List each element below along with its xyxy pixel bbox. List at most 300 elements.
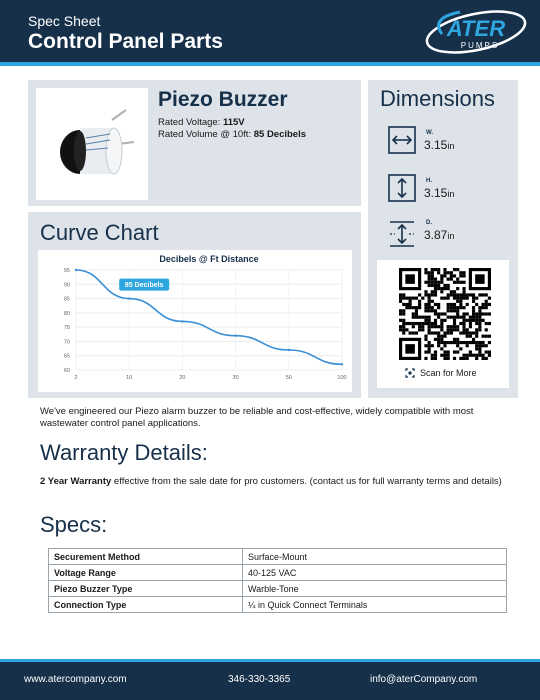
qr-module [421,322,424,325]
qr-module [443,335,446,338]
qr-module [469,354,472,357]
qr-module [475,347,478,350]
qr-module [462,354,465,357]
qr-module [405,303,408,306]
qr-module [472,354,475,357]
qr-module [485,328,488,331]
y-tick-label: 75 [63,325,70,332]
rated-volume-label: Rated Volume @ 10ft: [158,129,254,140]
qr-module [431,284,434,287]
footer-accent-line [0,659,540,662]
qr-module [459,274,462,277]
qr-finder-core [405,274,415,284]
footer-website-link[interactable]: www.atercompany.com [24,674,127,685]
data-point [181,320,183,322]
product-name: Piezo Buzzer [158,88,288,111]
qr-module [459,306,462,309]
qr-module [447,278,450,281]
qr-module [481,319,484,322]
qr-module [488,354,491,357]
qr-module [453,350,456,353]
data-point [288,349,290,351]
qr-module [450,325,453,328]
qr-module [478,319,481,322]
qr-module [485,303,488,306]
qr-module [447,357,450,360]
qr-module [431,357,434,360]
qr-module [424,338,427,341]
qr-module [405,297,408,300]
qr-module [402,293,405,296]
qr-module [472,319,475,322]
qr-module [412,297,415,300]
qr-module [443,350,446,353]
height-value [424,186,454,200]
x-tick-label: 50 [285,375,292,381]
qr-module [418,322,421,325]
qr-module [434,284,437,287]
y-tick-label: 85 [63,296,70,303]
qr-module [453,281,456,284]
qr-module [466,328,469,331]
qr-code[interactable] [399,268,491,360]
spec-key: Voltage Range [49,565,243,581]
qr-module [459,331,462,334]
qr-module [472,300,475,303]
qr-module [443,271,446,274]
height-label: H. [426,178,432,184]
qr-finder-core [475,274,485,284]
qr-module [434,357,437,360]
depth-value [424,228,454,242]
qr-module [421,325,424,328]
qr-module [431,322,434,325]
qr-module [431,300,434,303]
qr-module [466,297,469,300]
qr-module [462,287,465,290]
qr-module [434,312,437,315]
header-accent-line [0,62,540,66]
eyebrow-text: Spec Sheet [28,13,101,29]
qr-module [456,281,459,284]
product-image [36,88,148,200]
page-title: Control Panel Parts [28,30,223,53]
qr-module [453,357,456,360]
dimensions-title: Dimensions [380,86,495,111]
qr-module [447,293,450,296]
qr-module [440,281,443,284]
data-point [234,335,236,337]
qr-module [437,316,440,319]
qr-module [462,322,465,325]
qr-module [402,312,405,315]
qr-module [409,300,412,303]
qr-finder-core [405,344,415,354]
qr-module [428,306,431,309]
qr-module [450,341,453,344]
qr-module [440,290,443,293]
qr-module [443,268,446,271]
scan-for-more[interactable] [405,368,477,378]
qr-module [462,274,465,277]
qr-module [475,322,478,325]
qr-module [472,331,475,334]
qr-module [431,278,434,281]
height-unit: in [447,189,455,199]
qr-module [475,335,478,338]
qr-module [418,293,421,296]
qr-module [424,322,427,325]
qr-module [424,290,427,293]
qr-module [440,319,443,322]
depth-label: D. [426,220,432,226]
qr-module [450,290,453,293]
qr-module [462,297,465,300]
qr-module [428,300,431,303]
qr-module [478,316,481,319]
qr-module [478,328,481,331]
qr-module [409,331,412,334]
qr-module [409,306,412,309]
qr-module [447,341,450,344]
qr-module [469,322,472,325]
qr-module [447,328,450,331]
qr-module [412,316,415,319]
warranty-detail: effective from the sale date for pro customers. (contact us for full warranty terms and details) [111,476,502,487]
table-row [49,549,507,565]
y-tick-label: 95 [63,268,70,274]
qr-module [478,341,481,344]
table-row [49,581,507,597]
qr-module [424,309,427,312]
qr-module [462,331,465,334]
qr-module [475,328,478,331]
qr-module [488,322,491,325]
qr-module [450,303,453,306]
qr-module [488,341,491,344]
qr-module [453,309,456,312]
qr-module [447,325,450,328]
qr-module [440,278,443,281]
depth-number: 3.87 [424,228,448,242]
qr-module [488,312,491,315]
qr-module [472,312,475,315]
qr-module [424,303,427,306]
qr-module [443,312,446,315]
qr-module [434,290,437,293]
qr-module [481,312,484,315]
qr-module [412,322,415,325]
qr-module [469,316,472,319]
qr-module [415,297,418,300]
qr-module [478,293,481,296]
qr-module [434,338,437,341]
qr-module [459,341,462,344]
qr-module [472,306,475,309]
qr-module [485,335,488,338]
header-bar [0,0,540,62]
qr-module [440,354,443,357]
qr-module [434,322,437,325]
qr-module [412,312,415,315]
qr-module [437,281,440,284]
qr-module [475,297,478,300]
qr-module [478,325,481,328]
qr-module [434,281,437,284]
spec-key: Securement Method [49,549,243,565]
warranty-heading: Warranty Details: [40,440,208,465]
rated-voltage-value: 115V [222,117,245,128]
qr-module [478,322,481,325]
qr-module [440,338,443,341]
table-row [49,597,507,613]
qr-module [488,297,491,300]
qr-module [481,303,484,306]
specs-heading: Specs: [40,512,108,537]
qr-module [478,344,481,347]
qr-module [456,341,459,344]
qr-module [428,344,431,347]
qr-module [431,271,434,274]
qr-module [399,293,402,296]
data-point [75,269,77,271]
qr-module [402,303,405,306]
qr-module [469,319,472,322]
qr-module [453,322,456,325]
qr-module [399,297,402,300]
dimensions-panel [368,80,518,398]
qr-module [485,312,488,315]
qr-module [478,347,481,350]
qr-module [447,350,450,353]
qr-module [450,309,453,312]
width-unit: in [447,141,455,151]
qr-module [481,306,484,309]
qr-module [453,325,456,328]
qr-module [399,312,402,315]
qr-module [434,309,437,312]
table-row [49,565,507,581]
warranty-bold: 2 Year Warranty [40,476,112,487]
qr-code-card[interactable] [377,260,509,388]
qr-module [466,312,469,315]
qr-module [469,293,472,296]
qr-module [424,268,427,271]
qr-module [428,278,431,281]
qr-module [434,354,437,357]
width-label: W. [426,130,433,136]
qr-module [437,271,440,274]
qr-module [447,306,450,309]
qr-module [443,341,446,344]
qr-module [453,306,456,309]
qr-module [428,347,431,350]
qr-module [459,293,462,296]
qr-module [402,319,405,322]
qr-module [424,350,427,353]
qr-module [428,293,431,296]
qr-module [412,325,415,328]
qr-module [459,357,462,360]
qr-module [472,316,475,319]
qr-module [443,354,446,357]
depth-unit: in [447,231,455,241]
qr-module [472,293,475,296]
qr-module [434,319,437,322]
callout-label: 85 Decibels [124,282,164,290]
qr-module [424,335,427,338]
qr-module [462,290,465,293]
qr-module [418,306,421,309]
qr-module [440,325,443,328]
qr-module [456,338,459,341]
logo-wordmark: ATER [446,16,506,41]
qr-module [428,271,431,274]
qr-module [402,331,405,334]
decibel-line-chart [38,250,352,392]
qr-module [415,309,418,312]
qr-module [456,312,459,315]
qr-module [453,274,456,277]
qr-module [450,306,453,309]
qr-module [450,278,453,281]
qr-module [443,357,446,360]
qr-module [428,284,431,287]
rated-volume-value: 85 Decibels [253,129,307,140]
qr-module [447,303,450,306]
width-value [424,138,454,152]
qr-module [440,297,443,300]
qr-module [418,325,421,328]
qr-module [418,303,421,306]
qr-module [424,293,427,296]
qr-module [405,328,408,331]
qr-module [424,344,427,347]
qr-module [462,328,465,331]
qr-module [466,344,469,347]
qr-module [428,297,431,300]
qr-module [462,325,465,328]
qr-module [428,309,431,312]
qr-module [475,303,478,306]
qr-module [431,331,434,334]
x-tick-label: 10 [126,375,133,381]
qr-module [431,293,434,296]
qr-module [443,284,446,287]
qr-module [478,312,481,315]
qr-module [434,325,437,328]
qr-module [466,293,469,296]
rated-voltage-line [158,117,245,128]
qr-module [434,350,437,353]
qr-module [428,316,431,319]
qr-module [399,309,402,312]
qr-module [443,287,446,290]
qr-module [431,290,434,293]
scan-icon [405,368,415,378]
qr-module [424,357,427,360]
qr-module [440,347,443,350]
qr-module [418,328,421,331]
spec-value: ¼ in Quick Connect Terminals [243,597,507,613]
piezo-buzzer-image [36,88,148,200]
qr-module [412,331,415,334]
qr-module [466,354,469,357]
qr-module [424,319,427,322]
qr-module [485,357,488,360]
qr-module [440,287,443,290]
qr-module [424,306,427,309]
qr-module [488,303,491,306]
qr-module [424,271,427,274]
qr-module [456,350,459,353]
y-tick-label: 70 [63,339,70,346]
qr-module [488,335,491,338]
width-arrows-icon [388,126,416,154]
qr-module [421,297,424,300]
qr-module [459,322,462,325]
qr-module [440,335,443,338]
qr-module [456,297,459,300]
qr-module [488,350,491,353]
qr-module [472,309,475,312]
qr-module [437,284,440,287]
qr-module [459,316,462,319]
qr-module [453,316,456,319]
qr-module [475,319,478,322]
qr-module [462,312,465,315]
qr-module [462,319,465,322]
qr-module [428,303,431,306]
qr-module [431,325,434,328]
qr-module [443,331,446,334]
qr-module [434,287,437,290]
qr-module [478,354,481,357]
footer-email-link[interactable]: info@aterCompany.com [370,674,478,685]
qr-module [415,316,418,319]
qr-module [428,274,431,277]
qr-module [459,281,462,284]
qr-module [402,309,405,312]
qr-module [428,328,431,331]
qr-module [399,319,402,322]
qr-module [475,331,478,334]
qr-module [447,284,450,287]
data-point [128,297,130,299]
footer-phone-link[interactable]: 346-330-3365 [228,674,291,685]
data-point [341,363,343,365]
qr-module [456,328,459,331]
qr-module [450,331,453,334]
qr-module [428,319,431,322]
qr-module [485,322,488,325]
qr-module [437,312,440,315]
qr-module [456,344,459,347]
logo-subtext: PUMPS [460,41,500,50]
x-tick-label: 2 [74,375,78,381]
qr-module [443,297,446,300]
qr-module [447,316,450,319]
qr-module [453,293,456,296]
qr-module [399,300,402,303]
qr-module [475,357,478,360]
qr-module [418,316,421,319]
qr-module [469,350,472,353]
footer-bar [0,659,540,700]
qr-module [447,297,450,300]
chart-container [38,250,352,392]
qr-module [428,281,431,284]
